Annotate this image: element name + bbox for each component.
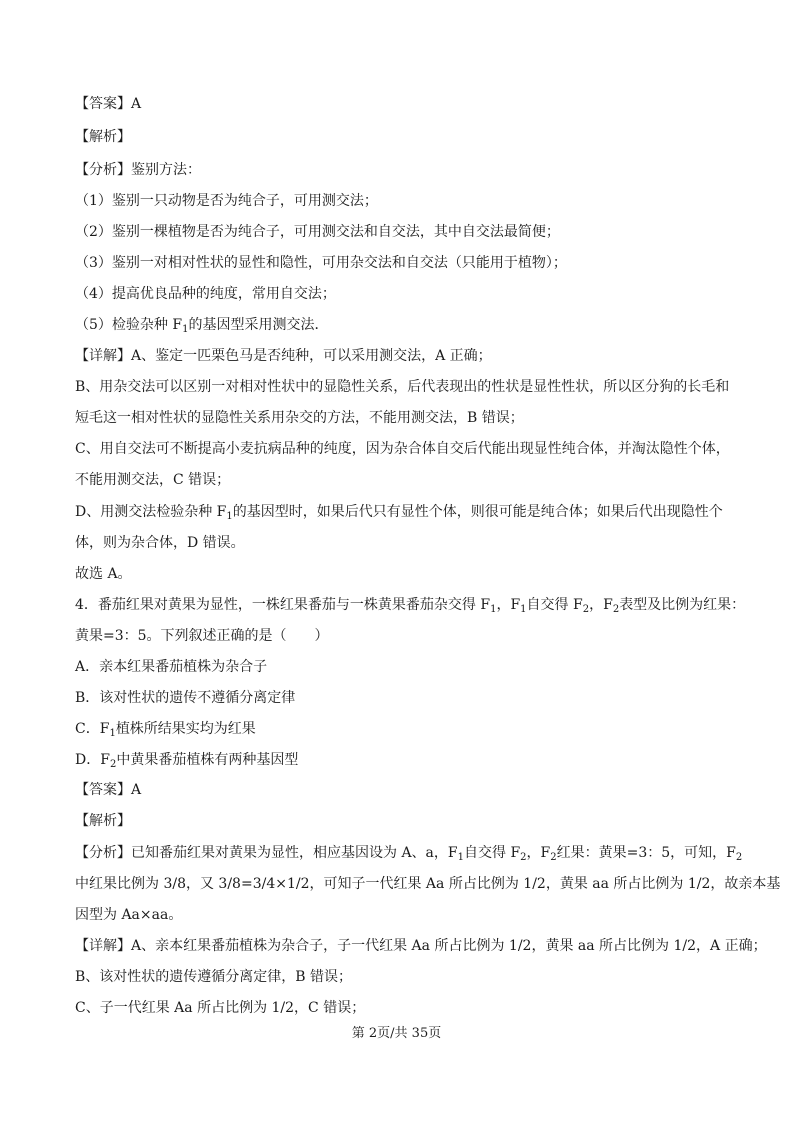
q4-analysis-heading: 【解析】 — [75, 813, 131, 829]
q3-detail-c-line1: C、用自交法可不断提高小麦抗病品种的纯度，因为杂合体自交后代能出现显性纯合体，并淘汰隐性个体， — [75, 441, 730, 457]
q4-analysis-line1: 【分析】已知番茄红果对黄果为显性，相应基因设为 A、a，$F_1$自交得 $F_2$，$F_2$红果：黄果=3：5，可知，$F_2$ — [75, 845, 743, 863]
q3-detail-b-line2: 短毛这一相对性状的显隐性关系用杂交的方法，不能用测交法，B 错误； — [75, 410, 524, 426]
q4-stem-line2: 黄果=3：5。下列叙述正确的是（ ） — [75, 628, 329, 644]
q3-method-2: （2）鉴别一棵植物是否为纯合子，可用测交法和自交法，其中自交法最简便； — [75, 224, 560, 240]
q4-answer: 【答案】A — [75, 782, 142, 798]
q3-conclusion: 故选 A。 — [75, 566, 132, 582]
q3-method-1: （1）鉴别一只动物是否为纯合子，可用测交法； — [75, 193, 378, 209]
q3-detail-d-line2: 体，则为杂合体，D 错误。 — [75, 535, 245, 551]
q3-analysis-intro: 【分析】鉴别方法： — [75, 162, 201, 178]
q4-detail-b: B、该对性状的遗传遵循分离定律，B 错误； — [75, 969, 353, 985]
q3-answer: 【答案】A — [75, 96, 142, 112]
q4-option-c: C．$F_1$植株所结果实均为红果 — [75, 721, 256, 739]
q4-analysis-line2: 中红果比例为 3/8，又 3/8=3/4×1/2，可知子一代红果 Aa 所占比例为 1/2，黄果 aa 所占比例为 1/2，故亲本基 — [75, 876, 781, 892]
page-footer: 第 2页/共 35页 — [351, 1026, 442, 1041]
q4-detail-c: C、子一代红果 Aa 所占比例为 1/2，C 错误； — [75, 1000, 366, 1016]
q4-option-a: A．亲本红果番茄植株为杂合子 — [75, 659, 268, 675]
q4-option-d: D．$F_2$中黄果番茄植株有两种基因型 — [75, 752, 299, 770]
q3-method-5: （5）检验杂种 $F_1$的基因型采用测交法． — [75, 317, 329, 335]
q3-analysis-heading: 【解析】 — [75, 129, 131, 145]
q3-method-3: （3）鉴别一对相对性状的显性和隐性，可用杂交法和自交法（只能用于植物）； — [75, 255, 567, 271]
q4-detail-a: 【详解】A、亲本红果番茄植株为杂合子，子一代红果 Aa 所占比例为 1/2，黄果 aa 所占比例为 1/2，A 正确； — [75, 938, 767, 954]
q3-method-4: （4）提高优良品种的纯度，常用自交法； — [75, 286, 336, 302]
q3-detail-d-line1: D、用测交法检验杂种 $F_1$的基因型时，如果后代只有显性个体，则很可能是纯合体；如果后代出现隐性个 — [75, 504, 723, 522]
q3-detail-b-line1: B、用杂交法可以区别一对相对性状中的显隐性关系，后代表现出的性状是显性性状，所以区分狗的长毛和 — [75, 379, 730, 395]
q4-analysis-line3: 因型为 Aa×aa。 — [75, 907, 183, 923]
q3-detail-a: 【详解】A、鉴定一匹栗色马是否纯种，可以采用测交法，A 正确； — [75, 348, 492, 364]
q3-detail-c-line2: 不能用测交法，C 错误； — [75, 472, 231, 488]
q4-option-b: B．该对性状的遗传不遵循分离定律 — [75, 690, 296, 706]
q4-stem-line1: 4．番茄红果对黄果为显性，一株红果番茄与一株黄果番茄杂交得 $F_1$，$F_1$自交得 $F_2$，$F_2$表型及比例为红果： — [75, 597, 746, 615]
